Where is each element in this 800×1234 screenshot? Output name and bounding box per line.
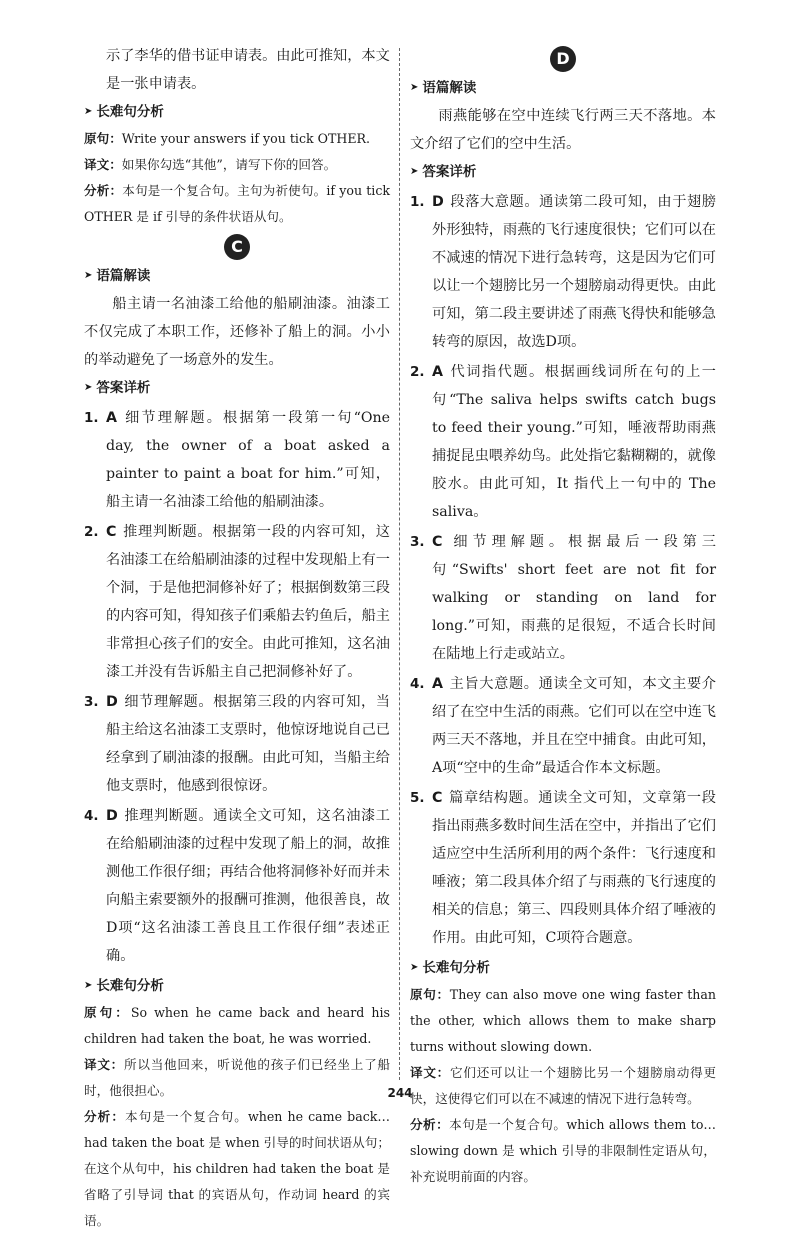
- answer-item: 1. D 段落大意题。通读第二段可知，由于翅膀外形独特，雨燕的飞行速度很快；它们可以在不减速的情况下进行急转弯，这是因为它们可以让一个翅膀比另一个翅膀扇动得更快。由此可知，第二段主要讲述了雨燕飞得快和能够急转弯的原因，故选D项。: [410, 194, 716, 350]
- left-column: [84, 42, 390, 1234]
- arrow-icon: ➤: [410, 962, 419, 973]
- answer-item: 4. A 主旨大意题。通读全文可知，本文主要介绍了在空中生活的雨燕。它们可以在空中连飞两三天不落地，并且在空中捕食。由此可知，A项“空中的生命”最适合作本文标题。: [410, 676, 716, 776]
- answers-heading-d: ➤ 答案详析: [410, 158, 716, 186]
- intro-line-1: 示了李华的借书证申请表。由此可推知，本文: [106, 48, 390, 64]
- arrow-icon: ➤: [84, 382, 93, 393]
- long-sentence-heading-d: ➤ 长难句分析: [410, 954, 716, 982]
- answer-item: 3. D 细节理解题。根据第三段的内容可知，当船主给这名油漆工支票时，他惊讶地说自己已经拿到了刷油漆的报酬。由此可知，当船主给他支票时，他感到很惊讶。: [84, 694, 390, 794]
- summary-c: 船主请一名油漆工给他的船刷油漆。油漆工不仅完成了本职工作，还修补了船上的洞。小小的举动避免了一场意外的发生。: [84, 296, 390, 368]
- answer-item: 2. C 推理判断题。根据第一段的内容可知，这名油漆工在给船刷油漆的过程中发现船上有一个洞，于是他把洞修补好了；根据倒数第三段的内容可知，得知孩子们乘船去钓鱼后，船主非常担心孩子们的安全。由此可推知，这名油漆工并没有告诉船主自己把洞修补好了。: [84, 524, 390, 680]
- arrow-icon: ➤: [410, 166, 419, 177]
- original-sentence-b: 原句：Write your answers if you tick OTHER.: [84, 131, 371, 146]
- answer-item: 5. C 篇章结构题。通读全文可知，文章第一段指出雨燕多数时间生活在空中，并指出了它们适应空中生活所利用的两个条件：飞行速度和唾液；第二段具体介绍了与雨燕的飞行速度的相关的信息；第三、四段则具体介绍了唾液的作用。由此可知，C项符合题意。: [410, 790, 716, 946]
- right-column: [410, 42, 716, 1190]
- translation-c: 译文：所以当他回来，听说他的孩子们已经坐上了船时，他很担心。: [84, 1057, 391, 1098]
- arrow-icon: ➤: [84, 270, 93, 281]
- analysis-c: 分析：本句是一个复合句。when he came back…had taken the boat 是 when 引导的时间状语从句；在这个从句中，his children had taken the boat 是省略了引导词 that 的宾语从句，作动词 heard 的宾语。: [84, 1109, 391, 1228]
- answer-item: 4. D 推理判断题。通读全文可知，这名油漆工在给船刷油漆的过程中发现了船上的洞，故推测他工作很仔细；再结合他将洞修补好而并未向船主索要额外的报酬可推测，他很善良，故D项“这名油漆工善良且工作很仔细”表述正确。: [84, 808, 390, 964]
- answer-item: 3. C 细节理解题。根据最后一段第三句“Swifts' short feet are not fit for walking or standing on land for long.”可知，雨燕的足很短，不适合长时间在陆地上行走或站立。: [410, 534, 716, 662]
- analysis-b: 分析：本句是一个复合句。主句为祈使句。if you tick OTHER 是 if 引导的条件状语从句。: [84, 183, 391, 224]
- original-sentence-d: 原句：They can also move one wing faster than the other, which allows them to make sharp turns without slowing down.: [410, 987, 717, 1054]
- answers-heading-c: ➤ 答案详析: [84, 374, 390, 402]
- analysis-d: 分析：本句是一个复合句。which allows them to…slowing down 是 which 引导的非限制性定语从句，补充说明前面的内容。: [410, 1117, 716, 1184]
- original-sentence-c: 原句：So when he came back and heard his children had taken the boat, he was worried.: [84, 1005, 390, 1046]
- reading-heading-d: ➤ 语篇解读: [410, 74, 716, 102]
- intro-line-2: 是一张申请表。: [106, 76, 206, 92]
- section-badge-d: D: [410, 46, 716, 72]
- arrow-icon: ➤: [84, 106, 93, 117]
- long-sentence-heading-c: ➤ 长难句分析: [84, 972, 390, 1000]
- reading-heading-c: ➤ 语篇解读: [84, 262, 390, 290]
- answer-item: 1. A 细节理解题。根据第一段第一句“One day, the owner of a boat asked a painter to paint a boat for him.”可知，船主请一名油漆工给他的船刷油漆。: [84, 410, 390, 510]
- section-badge-c: C: [84, 234, 390, 260]
- translation-b: 译文：如果你勾选“其他”，请写下你的回答。: [84, 157, 337, 172]
- page-number: 244: [387, 1086, 413, 1100]
- answer-item: 2. A 代词指代题。根据画线词所在句的上一句“The saliva helps swifts catch bugs to feed their young.”可知，唾液帮助雨燕捕捉昆虫喂养幼鸟。此处指它黏糊糊的，就像胶水。由此可知，It 指代上一句中的 The saliva。: [410, 364, 716, 520]
- column-divider: [399, 48, 400, 1080]
- arrow-icon: ➤: [410, 82, 419, 93]
- summary-d: 雨燕能够在空中连续飞行两三天不落地。本文介绍了它们的空中生活。: [410, 108, 716, 152]
- arrow-icon: ➤: [84, 980, 93, 991]
- translation-d: 译文：它们还可以让一个翅膀比另一个翅膀扇动得更快，这使得它们可以在不减速的情况下进行急转弯。: [410, 1065, 717, 1106]
- long-sentence-heading-b: ➤ 长难句分析: [84, 98, 390, 126]
